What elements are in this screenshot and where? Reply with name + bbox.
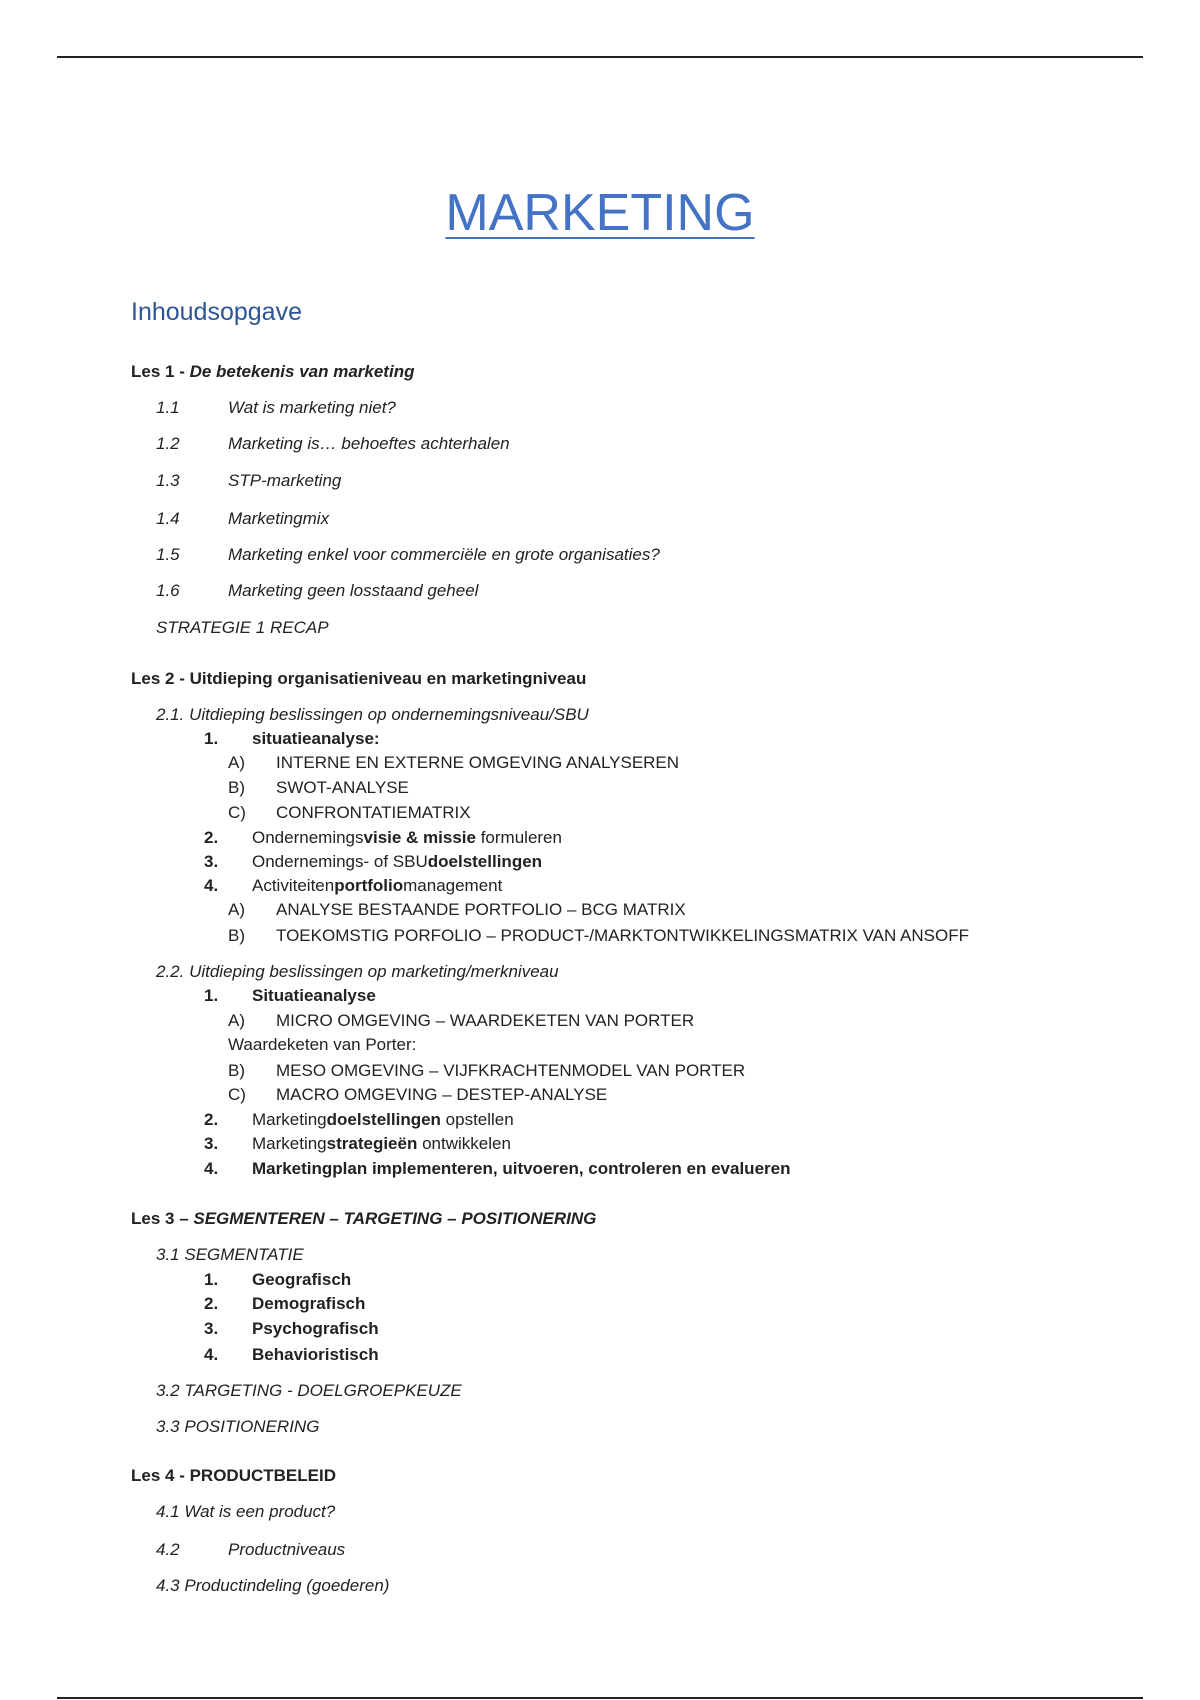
- toc-item-3-1-4[interactable]: 4. Behavioristisch: [204, 1345, 379, 1364]
- toc-item-2-1-1b[interactable]: B) SWOT-ANALYSE: [228, 778, 409, 797]
- toc-item-1-6[interactable]: 1.6 Marketing geen losstaand geheel: [156, 581, 479, 600]
- toc-item-3-1-2[interactable]: 2. Demografisch: [204, 1294, 366, 1313]
- toc-item-2-1[interactable]: 2.1. Uitdieping beslissingen op ondernemingsniveau/SBU: [156, 705, 589, 724]
- toc-heading: Inhoudsopgave: [131, 298, 302, 326]
- toc-item-2-2-note[interactable]: Waardeketen van Porter:: [228, 1035, 417, 1054]
- toc-item-2-2-1a[interactable]: A) MICRO OMGEVING – WAARDEKETEN VAN PORTER: [228, 1011, 695, 1030]
- toc-item-3-1[interactable]: 3.1 SEGMENTATIE: [156, 1245, 304, 1264]
- toc-item-2-1-1a[interactable]: A) INTERNE EN EXTERNE OMGEVING ANALYSEREN: [228, 753, 680, 772]
- toc-item-3-1-3[interactable]: 3. Psychografisch: [204, 1319, 379, 1338]
- toc-item-2-2-1c[interactable]: C) MACRO OMGEVING – DESTEP-ANALYSE: [228, 1085, 608, 1104]
- toc-item-2-1-3[interactable]: 3. Ondernemings- of SBUdoelstellingen: [204, 852, 543, 871]
- toc-lesson-3[interactable]: Les 3 – SEGMENTEREN – TARGETING – POSITIONERING: [131, 1209, 597, 1228]
- toc-item-2-2-4[interactable]: 4. Marketingplan implementeren, uitvoeren, controleren en evalueren: [204, 1159, 791, 1178]
- toc-item-2-2-3[interactable]: 3. Marketingstrategieën ontwikkelen: [204, 1134, 511, 1153]
- toc-item-2-2-1[interactable]: 1. Situatieanalyse: [204, 986, 376, 1005]
- toc-item-4-3[interactable]: 4.3 Productindeling (goederen): [156, 1576, 390, 1595]
- toc-item-2-1-1[interactable]: 1. situatieanalyse:: [204, 729, 380, 748]
- toc-item-2-2[interactable]: 2.2. Uitdieping beslissingen op marketing/merkniveau: [156, 962, 559, 981]
- toc-item-2-1-1c[interactable]: C) CONFRONTATIEMATRIX: [228, 803, 471, 822]
- footer-rule: [57, 1697, 1143, 1699]
- toc-item-4-1[interactable]: 4.1 Wat is een product?: [156, 1502, 336, 1521]
- toc-item-2-2-2[interactable]: 2. Marketingdoelstellingen opstellen: [204, 1110, 514, 1129]
- toc-item-1-5[interactable]: 1.5 Marketing enkel voor commerciële en grote organisaties?: [156, 545, 660, 564]
- toc-item-1-1[interactable]: 1.1 Wat is marketing niet?: [156, 398, 396, 417]
- document-title: MARKETING: [445, 184, 755, 242]
- toc-lesson-4[interactable]: Les 4 - PRODUCTBELEID: [131, 1466, 336, 1485]
- toc-item-recap[interactable]: STRATEGIE 1 RECAP: [156, 618, 329, 637]
- toc-item-1-4[interactable]: 1.4 Marketingmix: [156, 509, 330, 528]
- toc-item-1-3[interactable]: 1.3 STP-marketing: [156, 471, 342, 490]
- toc-item-1-2[interactable]: 1.2 Marketing is… behoeftes achterhalen: [156, 434, 510, 453]
- toc-item-4-2[interactable]: 4.2 Productniveaus: [156, 1540, 346, 1559]
- toc-item-3-1-1[interactable]: 1. Geografisch: [204, 1270, 352, 1289]
- header-rule: [57, 56, 1143, 58]
- toc-item-2-1-4[interactable]: 4. Activiteitenportfoliomanagement: [204, 876, 503, 895]
- toc-lesson-2[interactable]: Les 2 - Uitdieping organisatieniveau en marketingniveau: [131, 669, 587, 688]
- toc-item-3-2[interactable]: 3.2 TARGETING - DOELGROEPKEUZE: [156, 1381, 462, 1400]
- toc-item-2-1-2[interactable]: 2. Ondernemingsvisie & missie formuleren: [204, 828, 562, 847]
- toc-lesson-1[interactable]: Les 1 - De betekenis van marketing: [131, 362, 415, 381]
- toc-item-2-1-4a[interactable]: A) ANALYSE BESTAANDE PORTFOLIO – BCG MATRIX: [228, 900, 686, 919]
- toc-item-3-3[interactable]: 3.3 POSITIONERING: [156, 1417, 320, 1436]
- toc-item-2-2-1b[interactable]: B) MESO OMGEVING – VIJFKRACHTENMODEL VAN PORTER: [228, 1061, 746, 1080]
- toc-item-2-1-4b[interactable]: B) TOEKOMSTIG PORFOLIO – PRODUCT-/MARKTONTWIKKELINGSMATRIX VAN ANSOFF: [228, 926, 969, 945]
